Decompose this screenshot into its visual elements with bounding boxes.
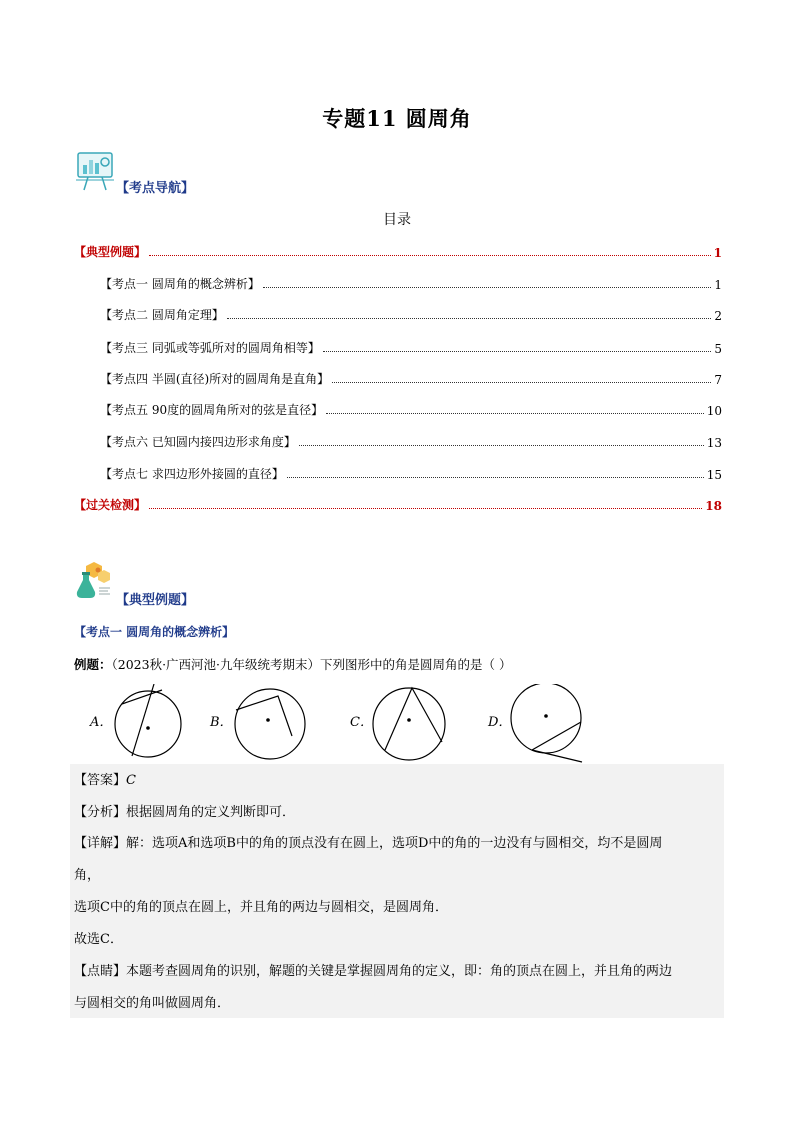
toc-entry-kaodian-3[interactable] <box>100 338 722 356</box>
toc-entry-page: 1 <box>713 246 722 260</box>
toc-entry-kaodian-6[interactable] <box>100 432 722 450</box>
toc-entry-examples[interactable] <box>74 242 722 260</box>
analysis-text: 根据圆周角的定义判断即可． <box>126 805 296 820</box>
option-d-figure[interactable] <box>487 684 582 762</box>
toc-leader <box>263 287 712 288</box>
option-a-figure[interactable] <box>89 684 181 757</box>
toc-leader <box>227 318 712 319</box>
answer-label: 【答案】 <box>74 773 127 788</box>
option-c-figure[interactable] <box>350 688 445 760</box>
presentation-board-icon <box>74 150 116 192</box>
comment-label: 【点睛】 <box>74 964 127 979</box>
toc-entry-review[interactable] <box>74 495 722 513</box>
detail-label: 【详解】 <box>74 836 127 851</box>
toc-entry-kaodian-7[interactable] <box>100 464 722 482</box>
toc-entry-label: 【过关检测】 <box>74 498 147 512</box>
option-b-label: B． <box>210 715 233 730</box>
answer-line <box>74 771 136 791</box>
toc-entry-kaodian-4[interactable] <box>100 369 722 387</box>
toc-entry-page: 10 <box>706 404 722 418</box>
toc-entry-label: 【考点六 已知圆内接四边形求角度】 <box>100 435 296 449</box>
toc-entry-page: 18 <box>705 499 722 513</box>
flask-icon <box>72 560 114 602</box>
toc-entry-page: 7 <box>714 373 722 387</box>
question-prefix: 例题： <box>74 657 112 672</box>
option-c-label: C． <box>350 715 373 730</box>
option-a-label: A． <box>90 715 113 730</box>
option-b-figure[interactable] <box>209 689 305 759</box>
comment-text: 本题考查圆周角的识别，解题的关键是掌握圆周角的定义，即：角的顶点在圆上，并且角的两边 <box>126 964 673 979</box>
toc-entry-label: 【典型例题】 <box>74 245 147 259</box>
option-d-label: D． <box>488 715 512 730</box>
detail-text: 解：选项A和选项B中的角的顶点没有在圆上，选项D中的角的一边没有与圆相交，均不是圆周 <box>126 836 663 851</box>
option-figures <box>74 684 714 764</box>
detail-line-3: 选项C中的角的顶点在圆上，并且角的两边与圆相交，是圆周角． <box>74 900 448 915</box>
detail-line-1 <box>74 834 662 854</box>
toc-entry-label: 【考点一 圆周角的概念辨析】 <box>100 277 260 291</box>
toc-leader <box>149 255 711 256</box>
toc-entry-page: 5 <box>714 342 722 356</box>
toc-title: 目录 <box>383 212 411 228</box>
analysis-label: 【分析】 <box>74 805 127 820</box>
toc-entry-label: 【考点七 求四边形外接圆的直径】 <box>100 467 284 481</box>
section-heading: 【典型例题】 <box>116 593 195 608</box>
toc-entry-page: 2 <box>714 309 722 323</box>
toc-entry-page: 15 <box>706 468 722 482</box>
toc-entry-label: 【考点二 圆周角定理】 <box>100 308 224 322</box>
kaodian-heading: 【考点一 圆周角的概念辨析】 <box>74 625 235 639</box>
toc-leader <box>323 351 712 352</box>
page-title: 专题11 圆周角 <box>322 106 472 131</box>
detail-line-4: 故选C． <box>74 932 123 947</box>
toc-entry-page: 13 <box>706 436 722 450</box>
comment-line-2: 与圆相交的角叫做圆周角． <box>74 996 231 1011</box>
question-text <box>74 655 512 673</box>
toc-leader <box>149 508 702 509</box>
comment-line-1 <box>74 962 672 982</box>
toc-leader <box>299 445 704 446</box>
toc-leader <box>326 413 704 414</box>
toc-entry-label: 【考点五 90度的圆周角所对的弦是直径】 <box>100 403 324 417</box>
toc-entry-label: 【考点三 同弧或等弧所对的圆周角相等】 <box>100 341 320 355</box>
detail-line-2: 角， <box>74 868 101 883</box>
toc-entry-page: 1 <box>714 278 722 292</box>
nav-heading: 【考点导航】 <box>116 181 195 196</box>
toc-entry-kaodian-1[interactable] <box>100 274 722 292</box>
toc-entry-kaodian-2[interactable] <box>100 305 722 323</box>
toc-entry-label: 【考点四 半圆(直径)所对的圆周角是直角】 <box>100 372 330 386</box>
toc-entry-kaodian-5[interactable] <box>100 400 722 418</box>
question-body: （2023秋·广西河池·九年级统考期末）下列图形中的角是圆周角的是（ ） <box>111 657 512 672</box>
answer-value: C <box>126 773 136 788</box>
analysis-line <box>74 803 295 823</box>
toc-leader <box>332 382 711 383</box>
toc-leader <box>287 477 704 478</box>
